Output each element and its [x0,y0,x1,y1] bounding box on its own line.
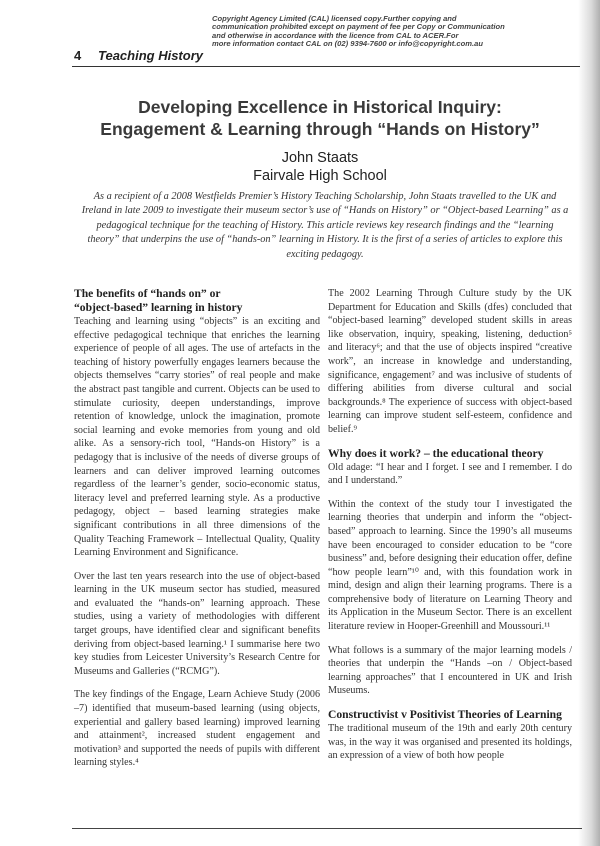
heading-line: The benefits of “hands on” or [74,287,221,300]
scan-edge-shadow [578,0,600,846]
running-title: Teaching History [98,48,203,63]
body-paragraph: The traditional museum of the 19th and early 20th century was, in the way it was organised and presented its holdings, an expression of a view of both how people [328,723,572,762]
body-paragraph: The key findings of the Engage, Learn Achieve Study (2006 –7) identified that museum-based learning (using objects, experiential and gallery based learning) improved learning and attainment², increased student engagement and motivation³ and supported the needs of pupils with different learning styles.⁴ [74,689,320,769]
copyright-line: and otherwise in accordance with the licence from CAL to ACER.For [212,30,459,40]
author-school: Fairvale High School [253,168,387,184]
author-name: John Staats [281,150,359,166]
body-paragraph: Within the context of the study tour I investigated the learning theories that underpin and inform the “object-based” approach to learning. Since the 1990’s all museums have been encouraged to consider education to be “core business” and, before designing their education offer, define “how people learn”¹⁰ and, with this foundation work in mind, design and align their learning programs. There is a comprehensive body of literature on Learning Theory and its Application in the Museum Sector. There is an excellent literature review in Hooper-Greenhill and Moussouri.¹¹ [328,498,572,633]
body-paragraph: Over the last ten years research into the use of object-based learning in the UK museum sector has studied, measured and evaluated the “hands-on” learning approach. These studies, using a variety of methodologies with different target groups, have identified clear and significant benefits deriving from object-based learning.¹ I summarise here two key studies from Leicester University’s Research Centre for Museums and Galleries (“RCMG”). [74,570,320,677]
section-heading [74,287,320,315]
page-number: 4 [74,48,82,63]
section-heading: Constructivist v Positivist Theories of Learning [328,708,562,722]
title-line: Engagement & Learning through “Hands on History” [100,119,540,139]
section-heading: Why does it work? – the educational theory [328,446,544,460]
copyright-line: more information contact CAL on (02) 9394-7600 or info@copyright.com.au [212,39,483,49]
left-column [74,287,320,770]
article-title [60,96,580,140]
copyright-line: communication prohibited except on payment of fee per Copy or Communication [212,22,505,32]
copyright-line: Copyright Agency Limited (CAL) licensed copy.Further copying and [212,14,457,23]
article-standfirst: As a recipient of a 2008 Westfields Premier’s History Teaching Scholarship, John Staats travelled to the UK and Ireland in late 2009 to investigate their museum sector’s use of “Hands on History” or “Object-based Learning” as a pedagogical technique for the teaching of History. This article reviews key research findings and the “learning theory” that underpins the use of “hands-on” learning in History. It is the first of a series of articles to explore this exciting pedagogy. [81,191,569,260]
title-line: Developing Excellence in Historical Inquiry: [138,97,502,117]
body-paragraph: Teaching and learning using “objects” is an exciting and effective pedagogical technique that enriches the learning experience of people of all ages. The use of artefacts in the teaching of history powerfully engages learners because the objects themselves “carry stories” of real people and make the abstract past tangible and current. Objects can be used to stimulate curiosity, deepen understandings, improve retention of knowledge, unlock the imagination, promote social learning and evoke memories from young and old alike. As a sensory-rich tool, “Hands-on History” is a pedagogy that is inclusive of the needs of diverse groups of learners and can deliver improved learning outcomes regardless of the learner’s gender, socio-economic status, literacy level and preferred learning style. As a productive pedagogy, object – based learning strategies make significant contributions in all three dimensions of the Quality Teaching Framework – Intellectual Quality, Quality Learning Environment and Significance. [74,316,320,559]
copyright-notice [212,15,512,49]
right-column [328,287,572,763]
body-paragraph: What follows is a summary of the major learning models / theories that underpin the “Hands –on / Object-based learning approaches” that I encountered in UK and Irish Museums. [328,644,572,697]
header-rule [72,66,580,67]
heading-line: “object-based” learning in history [74,301,243,314]
body-paragraph: Old adage: “I hear and I forget. I see and I remember. I do and I understand.” [328,461,572,487]
body-paragraph: The 2002 Learning Through Culture study by the UK Department for Education and Skills (dfes) concluded that “object-based learning” developed student skills in areas like observation, inquiry, speaking, listening, deduction⁵ and literacy⁶; and that the use of objects inspired “creative work”, an increase in knowledge and understanding, significance, engagement⁷ and was inclusive of students of differing abilities from diverse cultural and social backgrounds.⁸ The experience of success with object-based learning can improve student self-esteem, confidence and belief.⁹ [328,288,572,435]
footer-rule [72,828,582,829]
